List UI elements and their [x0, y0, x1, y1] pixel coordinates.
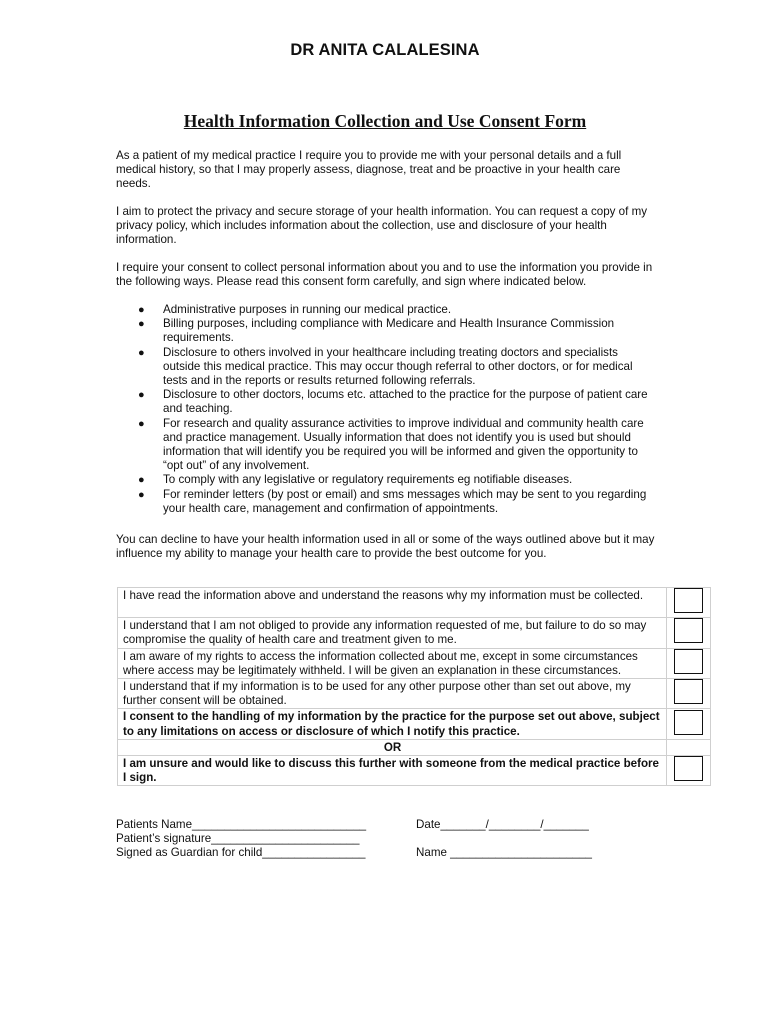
bullet-icon: ● — [138, 488, 145, 501]
consent-statement-access-rights: I am aware of my rights to access the information collected about me, except in some circumstances where access may be legitimately withheld. I will be given an explanation in these circumstances. — [118, 648, 667, 678]
consent-checkbox-5[interactable] — [674, 710, 703, 735]
checkbox-cell — [667, 618, 711, 648]
list-item — [116, 417, 656, 474]
checkbox-cell — [667, 588, 711, 618]
intro-paragraph-3: I require your consent to collect personal information about you and to use the information you provide in the following ways. Please read this consent form carefully, and sign where indicated below. — [116, 261, 653, 289]
table-row — [118, 679, 711, 709]
consent-statement-unsure: I am unsure and would like to discuss this further with someone from the medical practice before I sign. — [118, 756, 667, 786]
list-item-text: Administrative purposes in running our medical practice. — [163, 303, 452, 316]
list-item-text: To comply with any legislative or regulatory requirements eg notifiable diseases. — [163, 473, 573, 487]
table-row — [118, 739, 711, 755]
intro-paragraph-2: I aim to protect the privacy and secure storage of your health information. You can request a copy of my privacy policy, which includes information about the collection, use and disclosure of your health information. — [116, 205, 648, 247]
list-item-text: Disclosure to other doctors, locums etc. attached to the practice for the purpose of patient care and teaching. — [163, 388, 648, 416]
list-item — [116, 473, 656, 487]
list-item — [116, 346, 656, 389]
checkbox-cell — [667, 679, 711, 709]
bullet-icon: ● — [138, 389, 145, 402]
list-item-text: For research and quality assurance activities to improve individual and community health care and practice management. Usually information that does not identify you is used but should information that will identify you be required you will be informed and given the opportunity to “opt out” of any involvement. — [163, 416, 644, 473]
list-item — [116, 488, 656, 516]
doctor-name-heading: DR ANITA CALALESINA — [290, 41, 480, 59]
bullet-icon: ● — [138, 417, 145, 430]
table-row — [118, 618, 711, 648]
patients-name-field[interactable]: Patients Name___________________________ — [116, 818, 367, 831]
consent-checkbox-3[interactable] — [674, 649, 703, 674]
decline-paragraph: You can decline to have your health information used in all or some of the ways outlined above but it may influence my ability to manage your health care to provide the best outcome for you. — [116, 533, 655, 561]
guardian-signature-field[interactable]: Signed as Guardian for child________________ — [116, 846, 366, 859]
list-item — [116, 303, 656, 317]
consent-statement-not-obliged: I understand that I am not obliged to provide any information requested of me, but failure to do so may compromise the quality of health care and treatment given to me. — [118, 618, 667, 648]
consent-table — [117, 587, 711, 786]
guardian-name-field[interactable]: Name ______________________ — [416, 846, 593, 859]
bullet-icon: ● — [138, 318, 145, 331]
list-item-text: For reminder letters (by post or email) and sms messages which may be sent to you regarding your health care, management and confirmation of appointments. — [163, 487, 647, 515]
consent-statement-read: I have read the information above and understand the reasons why my information must be collected. — [118, 588, 667, 618]
bullet-icon: ● — [138, 304, 145, 316]
list-item — [116, 388, 656, 416]
bullet-icon: ● — [138, 346, 145, 359]
consent-checkbox-2[interactable] — [674, 618, 703, 643]
form-title: Health Information Collection and Use Consent Form — [183, 111, 587, 131]
checkbox-cell — [667, 709, 711, 739]
table-row — [118, 588, 711, 618]
consent-checkbox-1[interactable] — [674, 588, 703, 613]
checkbox-cell — [667, 648, 711, 678]
list-item-text: Billing purposes, including compliance with Medicare and Health Insurance Commission requirements. — [163, 317, 615, 345]
consent-checkbox-6[interactable] — [674, 756, 703, 781]
or-separator: OR — [118, 739, 667, 755]
consent-checkbox-4[interactable] — [674, 679, 703, 704]
checkbox-cell — [667, 756, 711, 786]
table-row — [118, 709, 711, 739]
intro-paragraph-1: As a patient of my medical practice I require you to provide me with your personal details and a full medical history, so that I may properly assess, diagnose, treat and be proactive in your health care needs. — [116, 149, 622, 191]
list-item — [116, 317, 656, 345]
purpose-list — [116, 303, 656, 516]
empty-cell — [667, 739, 711, 755]
list-item-text: Disclosure to others involved in your healthcare including treating doctors and specialists outside this medical practice. This may occur though referral to other doctors, or for medical tests and in the reports or results returned following referrals. — [163, 345, 633, 388]
table-row — [118, 648, 711, 678]
consent-statement-other-purpose: I understand that if my information is to be used for any other purpose other than set out above, my further consent will be obtained. — [118, 679, 667, 709]
bullet-icon: ● — [138, 474, 145, 487]
table-row — [118, 756, 711, 786]
consent-statement-handling: I consent to the handling of my information by the practice for the purpose set out above, subject to any limitations on access or disclosure of which I notify this practice. — [118, 709, 667, 739]
date-field[interactable]: Date_______/________/_______ — [416, 818, 589, 831]
patient-signature-field[interactable]: Patient’s signature_______________________ — [116, 832, 360, 845]
